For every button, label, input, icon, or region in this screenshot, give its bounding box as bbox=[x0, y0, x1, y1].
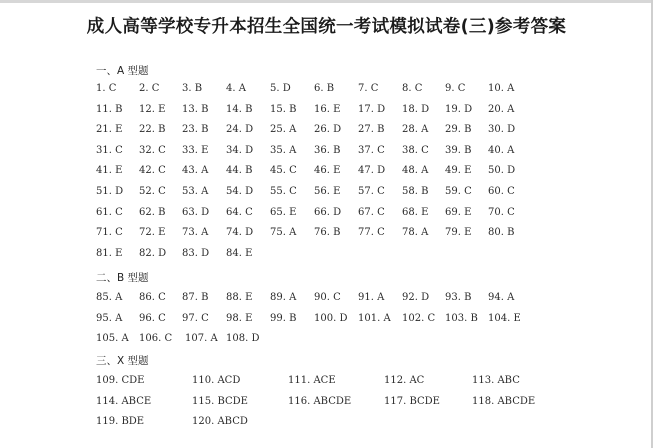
answer-item: 61. C bbox=[96, 206, 123, 218]
answer-item: 2. C bbox=[139, 83, 160, 94]
answer-item: 105. A bbox=[96, 333, 129, 345]
answer-item: 78. A bbox=[402, 227, 429, 239]
answer-item: 37. C bbox=[358, 144, 385, 156]
answer-item: 65. E bbox=[270, 206, 297, 218]
answer-item: 51. D bbox=[96, 186, 124, 197]
answer-item: 25. A bbox=[270, 124, 297, 136]
answer-item: 55. C bbox=[270, 186, 297, 197]
answer-item: 29. B bbox=[445, 124, 472, 136]
answer-item: 5. D bbox=[270, 83, 291, 94]
answer-item: 62. B bbox=[139, 206, 166, 218]
answer-item: 75. A bbox=[270, 227, 297, 239]
answer-item: 20. A bbox=[488, 103, 515, 115]
answer-item: 14. B bbox=[226, 103, 253, 115]
answer-item: 36. B bbox=[314, 144, 341, 156]
answer-item: 46. E bbox=[314, 165, 341, 177]
answer-item: 45. C bbox=[270, 165, 297, 177]
answer-item: 26. D bbox=[314, 124, 342, 136]
answer-item: 100. D bbox=[314, 312, 348, 324]
answer-item: 57. C bbox=[358, 186, 385, 197]
answer-item: 120. ABCD bbox=[192, 416, 248, 428]
answer-item: 58. B bbox=[402, 186, 429, 197]
answer-item: 90. C bbox=[314, 292, 341, 303]
section-heading: 一、A 型题 bbox=[96, 65, 149, 77]
answer-item: 10. A bbox=[488, 83, 515, 94]
answer-item: 81. E bbox=[96, 247, 123, 259]
answer-item: 33. E bbox=[182, 144, 209, 156]
answer-item: 17. D bbox=[358, 103, 386, 115]
answer-item: 44. B bbox=[226, 165, 253, 177]
answer-item: 119. BDE bbox=[96, 416, 145, 428]
answer-item: 41. E bbox=[96, 165, 123, 177]
answer-item: 68. E bbox=[402, 206, 429, 218]
answer-item: 56. E bbox=[314, 186, 341, 197]
answer-item: 69. E bbox=[445, 206, 472, 218]
page-top-border bbox=[0, 0, 653, 3]
answer-item: 39. B bbox=[445, 144, 472, 156]
answer-item: 60. C bbox=[488, 186, 515, 197]
answer-item: 106. C bbox=[139, 333, 173, 345]
answer-item: 110. ACD bbox=[192, 375, 241, 386]
answer-item: 47. D bbox=[358, 165, 386, 177]
answer-item: 67. C bbox=[358, 206, 385, 218]
answer-item: 30. D bbox=[488, 124, 516, 136]
answer-item: 28. A bbox=[402, 124, 429, 136]
answer-item: 13. B bbox=[182, 103, 209, 115]
answer-item: 92. D bbox=[402, 292, 430, 303]
page-title: 成人高等学校专升本招生全国统一考试模拟试卷(三)参考答案 bbox=[86, 17, 567, 37]
answer-item: 98. E bbox=[226, 312, 253, 324]
answer-item: 66. D bbox=[314, 206, 342, 218]
answer-item: 23. B bbox=[182, 124, 209, 136]
answer-item: 79. E bbox=[445, 227, 472, 239]
answer-item: 40. A bbox=[488, 144, 515, 156]
answer-item: 80. B bbox=[488, 227, 515, 239]
answer-item: 70. C bbox=[488, 206, 515, 218]
answer-item: 12. E bbox=[139, 103, 166, 115]
answer-item: 86. C bbox=[139, 292, 166, 303]
answer-item: 1. C bbox=[96, 83, 117, 94]
answer-item: 76. B bbox=[314, 227, 341, 239]
answer-item: 4. A bbox=[226, 83, 246, 94]
answer-item: 83. D bbox=[182, 247, 210, 259]
answer-item: 101. A bbox=[358, 312, 391, 324]
answer-item: 3. B bbox=[182, 83, 203, 94]
answer-item: 24. D bbox=[226, 124, 254, 136]
answer-item: 50. D bbox=[488, 165, 516, 177]
answer-item: 63. D bbox=[182, 206, 210, 218]
answer-item: 43. A bbox=[182, 165, 209, 177]
answer-item: 16. E bbox=[314, 103, 341, 115]
answer-item: 64. C bbox=[226, 206, 253, 218]
answer-item: 54. D bbox=[226, 186, 254, 197]
section-heading: 三、X 型题 bbox=[96, 355, 149, 367]
answer-item: 94. A bbox=[488, 292, 515, 303]
answer-item: 107. A bbox=[185, 333, 218, 345]
answer-item: 48. A bbox=[402, 165, 429, 177]
answer-item: 22. B bbox=[139, 124, 166, 136]
answer-item: 32. C bbox=[139, 144, 166, 156]
answer-item: 82. D bbox=[139, 247, 167, 259]
answer-item: 91. A bbox=[358, 292, 385, 303]
answer-item: 9. C bbox=[445, 83, 466, 94]
answer-item: 15. B bbox=[270, 103, 297, 115]
answer-item: 18. D bbox=[402, 103, 430, 115]
answer-item: 8. C bbox=[402, 83, 423, 94]
answer-item: 115. BCDE bbox=[192, 395, 248, 407]
section-heading: 二、B 型题 bbox=[96, 272, 149, 284]
answer-item: 114. ABCE bbox=[96, 395, 152, 407]
answer-item: 53. A bbox=[182, 186, 209, 197]
answer-item: 7. C bbox=[358, 83, 379, 94]
answer-item: 31. C bbox=[96, 144, 123, 156]
answer-item: 89. A bbox=[270, 292, 297, 303]
answer-item: 84. E bbox=[226, 247, 253, 259]
answer-item: 85. A bbox=[96, 292, 123, 303]
answer-item: 77. C bbox=[358, 227, 385, 239]
answer-item: 27. B bbox=[358, 124, 385, 136]
answer-item: 97. C bbox=[182, 312, 209, 324]
answer-item: 34. D bbox=[226, 144, 254, 156]
answer-item: 49. E bbox=[445, 165, 472, 177]
answer-item: 71. C bbox=[96, 227, 123, 239]
answer-item: 104. E bbox=[488, 312, 521, 324]
answer-item: 88. E bbox=[226, 292, 253, 303]
answer-item: 116. ABCDE bbox=[288, 395, 352, 407]
answer-item: 6. B bbox=[314, 83, 335, 94]
answer-item: 103. B bbox=[445, 312, 478, 324]
answer-item: 96. C bbox=[139, 312, 166, 324]
answer-item: 59. C bbox=[445, 186, 472, 197]
answer-item: 72. E bbox=[139, 227, 166, 239]
answer-item: 19. D bbox=[445, 103, 473, 115]
answer-item: 99. B bbox=[270, 312, 297, 324]
answer-item: 21. E bbox=[96, 124, 123, 136]
answer-item: 108. D bbox=[226, 333, 260, 345]
answer-item: 118. ABCDE bbox=[472, 395, 536, 407]
answer-item: 111. ACE bbox=[288, 375, 336, 386]
answer-item: 74. D bbox=[226, 227, 254, 239]
answer-item: 109. CDE bbox=[96, 375, 145, 386]
answer-item: 117. BCDE bbox=[384, 395, 440, 407]
answer-item: 38. C bbox=[402, 144, 429, 156]
answer-item: 102. C bbox=[402, 312, 436, 324]
answer-item: 52. C bbox=[139, 186, 166, 197]
answer-item: 42. C bbox=[139, 165, 166, 177]
answer-item: 113. ABC bbox=[472, 375, 520, 386]
answer-item: 35. A bbox=[270, 144, 297, 156]
answer-item: 11. B bbox=[96, 103, 123, 115]
answer-item: 93. B bbox=[445, 292, 472, 303]
answer-item: 87. B bbox=[182, 292, 209, 303]
answer-item: 112. AC bbox=[384, 375, 425, 386]
answer-item: 95. A bbox=[96, 312, 123, 324]
answer-item: 73. A bbox=[182, 227, 209, 239]
